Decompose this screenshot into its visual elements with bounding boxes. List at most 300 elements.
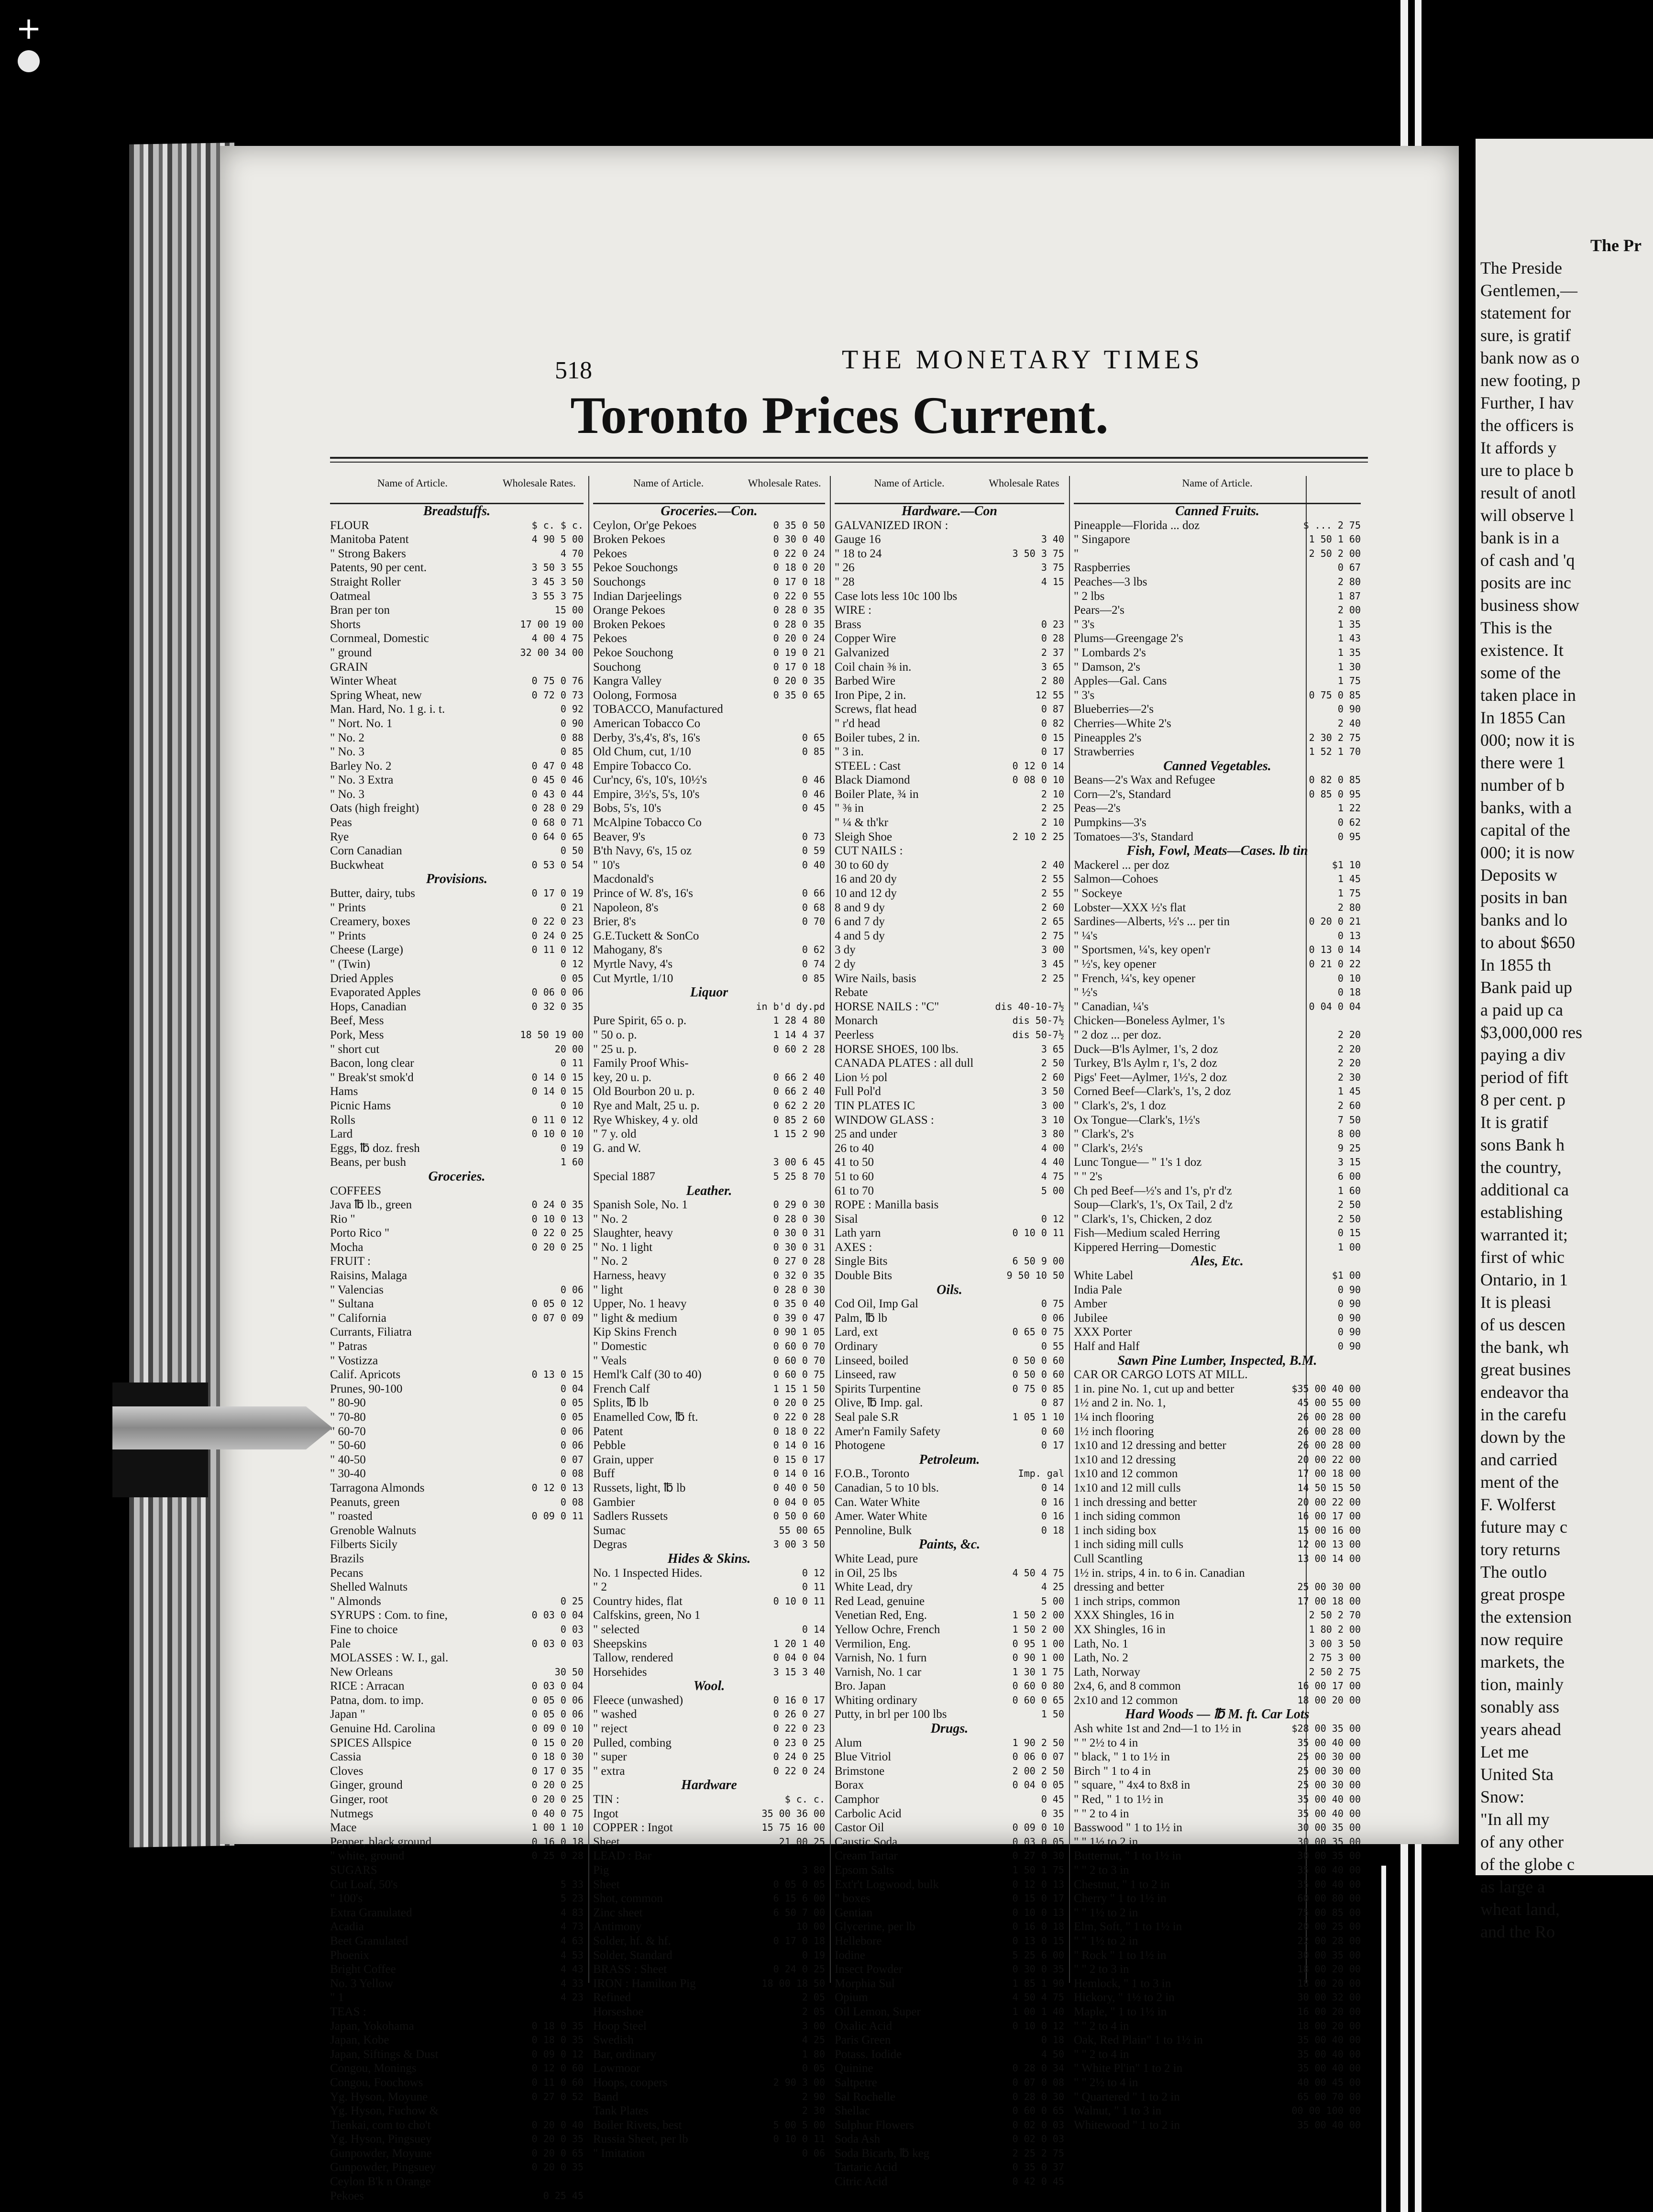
article-name: 3 dy — [835, 943, 856, 957]
price-row — [330, 1269, 584, 1283]
price-row — [330, 1849, 584, 1863]
wholesale-rate: $ c. $ c. — [531, 519, 584, 531]
wholesale-rate: 0 08 — [560, 1468, 584, 1480]
price-row — [330, 1623, 584, 1637]
wholesale-rate: 0 14 0 15 — [531, 1085, 584, 1097]
wholesale-rate: 3 65 — [1041, 1043, 1064, 1055]
wholesale-rate: 0 06 — [560, 1439, 584, 1451]
price-row — [593, 1283, 825, 1297]
wholesale-rate: 0 21 0 22 — [1309, 958, 1361, 970]
wholesale-rate: 0 60 0 70 — [773, 1354, 825, 1366]
article-name: Iron Pipe, 2 in. — [835, 688, 906, 702]
right-page-line: 000; it is now — [1480, 843, 1575, 862]
wholesale-rate: 2 65 — [1041, 916, 1064, 928]
price-row — [1074, 603, 1361, 618]
price-row — [1074, 646, 1361, 660]
article-name: Nutmegs — [330, 1807, 374, 1820]
wholesale-rate: 18 00 20 00 — [1297, 2020, 1361, 2032]
wholesale-rate: 2 05 — [802, 1991, 825, 2003]
price-row — [1074, 1778, 1361, 1792]
price-row — [835, 1467, 1064, 1481]
price-row — [330, 1212, 584, 1227]
column-header — [593, 476, 825, 504]
price-row — [593, 1878, 825, 1892]
wholesale-rate: 2 40 — [1041, 859, 1064, 871]
wholesale-rate: 0 25 — [560, 1595, 584, 1607]
article-name: G. and W. — [593, 1141, 641, 1155]
wholesale-rate: 0 05 — [802, 2062, 825, 2074]
price-row — [835, 1254, 1064, 1269]
price-row — [1074, 1368, 1361, 1382]
home-dot-icon[interactable] — [18, 50, 40, 72]
article-name: Kangra Valley — [593, 675, 662, 688]
article-name: " 3 in. — [835, 745, 864, 759]
article-name: Patna, dom. to imp. — [330, 1693, 424, 1707]
wholesale-rate: 0 13 0 15 — [1012, 1935, 1064, 1947]
wholesale-rate: 10 00 — [796, 1921, 825, 1933]
wholesale-rate: 0 15 0 20 — [531, 1736, 584, 1748]
article-name: Ceylon, Or'ge Pekoes — [593, 519, 697, 532]
article-name: GRAIN — [330, 660, 368, 674]
wholesale-rate: 0 05 — [560, 1411, 584, 1423]
price-row — [330, 2189, 584, 2203]
article-name: Alum — [835, 1736, 862, 1749]
page-number: 518 — [555, 357, 592, 384]
wholesale-rate: 35 00 40 00 — [1297, 2062, 1361, 2074]
wholesale-rate: 18 50 19 00 — [520, 1029, 584, 1040]
wholesale-rate: 1 90 2 50 — [1012, 1736, 1064, 1748]
article-name — [593, 1000, 753, 1014]
article-name: Insect Powder — [835, 1963, 903, 1976]
article-name: Broken Pekoes — [593, 618, 665, 631]
right-page-line: $3,000,000 res — [1480, 1023, 1582, 1042]
wholesale-rate: 20 00 22 00 — [1297, 1453, 1361, 1465]
price-row — [330, 688, 584, 703]
price-row — [330, 2076, 584, 2090]
wholesale-rate: 0 40 — [802, 859, 825, 871]
price-row — [330, 1438, 584, 1453]
zoom-in-icon[interactable]: + — [16, 11, 42, 46]
article-name: Oatmeal — [330, 589, 371, 603]
price-row — [593, 1977, 825, 1991]
price-row — [593, 575, 825, 589]
wholesale-rate: 0 10 0 13 — [1012, 1906, 1064, 1918]
wholesale-rate: 4 70 — [560, 547, 584, 559]
wholesale-rate: 2 55 — [1041, 887, 1064, 899]
wholesale-rate: 1 15 1 50 — [773, 1382, 825, 1394]
wholesale-rate: 4 73 — [560, 1921, 584, 1933]
wholesale-rate: 0 43 0 44 — [531, 788, 584, 800]
article-name: " selected — [593, 1623, 639, 1636]
price-row — [593, 801, 825, 816]
wholesale-rate: 4 00 — [1041, 1142, 1064, 1154]
wholesale-rate: 0 16 0 17 — [773, 1694, 825, 1706]
price-row — [330, 631, 584, 646]
article-name: GALVANIZED IRON : — [835, 519, 948, 532]
wholesale-rate — [753, 759, 825, 774]
price-row — [1074, 519, 1361, 533]
price-row — [835, 2160, 1064, 2175]
article-name: Lard, ext — [835, 1326, 878, 1339]
price-row — [330, 1651, 584, 1665]
price-row — [330, 1948, 584, 1963]
article-name: ROPE : Manilla basis — [835, 1198, 939, 1212]
article-name: " Sportsmen, ¼'s, key open'r — [1074, 943, 1211, 957]
article-name: 1 inch siding mill culls — [1074, 1538, 1184, 1551]
wholesale-rate: 2 10 2 25 — [1012, 830, 1064, 842]
wholesale-rate — [753, 872, 825, 886]
price-row — [593, 1623, 825, 1637]
wholesale-rate: 0 35 0 37 — [1012, 2161, 1064, 2173]
article-name: Gambier — [593, 1495, 635, 1509]
article-name: 1¼ inch flooring — [1074, 1411, 1154, 1424]
wholesale-rate: 55 00 65 — [779, 1524, 825, 1536]
wholesale-rate: 3 80 — [1041, 1128, 1064, 1140]
article-name: " No. 2 — [593, 1255, 628, 1268]
wholesale-rate: 0 09 0 10 — [531, 1723, 584, 1735]
wholesale-rate: 0 90 — [1337, 1312, 1361, 1324]
price-row — [835, 972, 1064, 986]
article-name: Pork, Mess — [330, 1028, 384, 1041]
wholesale-rate: 0 26 0 27 — [773, 1708, 825, 1720]
article-name: 1x10 and 12 dressing — [1074, 1453, 1176, 1466]
article-name: BRASS : Sheet — [593, 1963, 667, 1976]
section-heading: Fish, Fowl, Meats—Cases. lb tin — [1126, 843, 1308, 859]
article-name: " " 1½ to 2 in — [1074, 1835, 1138, 1848]
article-name: Epsom Salts — [835, 1864, 894, 1877]
article-name: Fine to choice — [330, 1623, 398, 1636]
price-row — [1074, 1722, 1361, 1736]
article-name: Fleece (unwashed) — [593, 1693, 683, 1707]
price-row — [593, 844, 825, 858]
article-name: 1 inch strips, common — [1074, 1594, 1180, 1608]
price-row — [835, 901, 1064, 915]
article-name: Coil chain ⅜ in. — [835, 660, 912, 674]
section-heading: Oils. — [937, 1282, 962, 1297]
right-page-line: of the globe c — [1480, 1855, 1575, 1874]
wholesale-rate: 1 80 2 00 — [1309, 1623, 1361, 1635]
article-name: " 40-50 — [330, 1453, 366, 1466]
right-page-line: This is the — [1480, 618, 1552, 637]
article-name: Slaughter, heavy — [593, 1227, 673, 1240]
wholesale-rate: 35 00 40 00 — [1297, 1878, 1361, 1890]
article-name: " Domestic — [593, 1340, 647, 1353]
article-name: Enamelled Cow, ℔ ft. — [593, 1411, 698, 1424]
wholesale-rate — [512, 1339, 584, 1354]
article-name: Bran per ton — [330, 604, 390, 617]
price-row — [593, 1368, 825, 1382]
price-row — [593, 1863, 825, 1878]
wholesale-rate: $1 10 — [1332, 859, 1361, 871]
article-name: Kippered Herring—Domestic — [1074, 1240, 1216, 1254]
article-name: Duck—B'ls Aylmer, 1's, 2 doz — [1074, 1042, 1218, 1056]
price-row — [593, 2090, 825, 2104]
wholesale-rate: 0 19 — [802, 1949, 825, 1961]
wholesale-rate: 0 18 0 35 — [531, 2020, 584, 2032]
article-name: FRUIT : — [330, 1255, 371, 1268]
price-row — [1074, 1170, 1361, 1184]
wholesale-rate: 1 75 — [1337, 887, 1361, 899]
wholesale-rate: 0 46 — [802, 788, 825, 800]
wholesale-rate: 0 60 0 80 — [1012, 1680, 1064, 1692]
price-row — [1074, 1084, 1361, 1099]
wholesale-rate: 0 03 0 04 — [531, 1680, 584, 1692]
right-page-line: In 1855 th — [1480, 955, 1551, 974]
price-row — [835, 872, 1064, 886]
article-name: Congou, Monings — [330, 2062, 417, 2075]
price-row — [593, 1071, 825, 1085]
price-row — [1074, 1651, 1361, 1665]
price-row — [1074, 1425, 1361, 1439]
wholesale-rate: 0 12 0 14 — [1012, 760, 1064, 772]
article-name: Peaches—3 lbs — [1074, 575, 1147, 588]
price-row — [835, 1425, 1064, 1439]
article-name: Walnut, " 1 to 3 in — [1074, 2104, 1162, 2118]
article-name: " Veals — [593, 1354, 627, 1367]
price-row — [1074, 1311, 1361, 1326]
article-name: Ingot — [593, 1807, 618, 1820]
wholesale-rate: 3 00 — [802, 2020, 825, 2032]
wholesale-rate: 6 50 9 00 — [1012, 1255, 1064, 1267]
price-row — [330, 1042, 584, 1057]
price-row — [593, 787, 825, 802]
price-row — [593, 1849, 825, 1863]
article-name: Basswood " 1 to 1½ in — [1074, 1821, 1182, 1835]
price-row — [1074, 575, 1361, 589]
price-row — [330, 1566, 584, 1581]
price-row — [330, 1226, 584, 1240]
article-name: Eggs, ℔ doz. fresh — [330, 1141, 420, 1155]
price-row — [1074, 1155, 1361, 1170]
article-name: " ⅜ in — [835, 802, 864, 815]
wholesale-rate: 0 46 — [802, 774, 825, 786]
right-page-line: Deposits w — [1480, 865, 1557, 885]
article-name: " Damson, 2's — [1074, 660, 1141, 674]
price-row — [330, 1962, 584, 1977]
price-row — [835, 1566, 1064, 1581]
price-column-2 — [593, 476, 825, 2160]
article-name: No. 3 Yellow — [330, 1977, 393, 1990]
wholesale-rate: 0 32 0 35 — [773, 1270, 825, 1282]
wholesale-rate: 2 05 — [802, 2005, 825, 2017]
wholesale-rate: 0 28 0 29 — [531, 802, 584, 814]
article-name: Full Pol'd — [835, 1085, 881, 1098]
article-name: " " 2's — [1074, 1170, 1102, 1183]
wholesale-rate: 0 27 0 30 — [1012, 1850, 1064, 1862]
price-row — [593, 1000, 825, 1014]
article-name: Cull Scantling — [1074, 1552, 1143, 1565]
wholesale-rate: 0 55 — [1041, 1340, 1064, 1352]
article-name: " r'd head — [835, 717, 881, 730]
right-page-line: statement for — [1480, 303, 1571, 322]
wholesale-rate: 0 60 0 65 — [1012, 1694, 1064, 1706]
article-name: Derby, 3's,4's, 8's, 16's — [593, 731, 701, 744]
right-page-line: of any other — [1480, 1832, 1564, 1851]
price-row — [835, 717, 1064, 731]
article-name: Calfskins, green, No 1 — [593, 1609, 701, 1622]
price-row — [330, 1722, 584, 1736]
price-row — [330, 1467, 584, 1481]
wholesale-rate: 0 85 — [560, 746, 584, 758]
price-row — [835, 1396, 1064, 1410]
article-name: STEEL : Cast — [835, 759, 901, 773]
wholesale-rate: 30 00 35 00 — [1297, 1822, 1361, 1834]
article-name: Horsehides — [593, 1665, 647, 1679]
price-row — [330, 2132, 584, 2146]
column-divider — [830, 476, 831, 1983]
wholesale-rate: 5 00 — [1041, 1595, 1064, 1607]
price-row — [1074, 745, 1361, 759]
wholesale-rate: 2 00 2 50 — [1012, 1765, 1064, 1777]
price-row — [1074, 943, 1361, 957]
article-name: Kip Skins French — [593, 1326, 677, 1339]
article-name: Opium — [835, 1991, 868, 2004]
article-name: Pigs' Feet—Aylmer, 1½'s, 2 doz — [1074, 1071, 1227, 1084]
price-row — [330, 702, 584, 717]
wholesale-rate: 0 11 0 12 — [531, 1114, 584, 1126]
article-name: Special 1887 — [593, 1170, 655, 1183]
article-name: Carbolic Acid — [835, 1807, 902, 1820]
article-name: Peerless — [835, 1028, 874, 1041]
price-row — [835, 1878, 1064, 1892]
wholesale-rate: 0 28 0 30 — [773, 1213, 825, 1225]
article-name: Brier, 8's — [593, 915, 636, 929]
price-row — [330, 1750, 584, 1764]
article-name: Pekoes — [593, 632, 627, 645]
price-row — [330, 1736, 584, 1750]
price-row — [1074, 1212, 1361, 1227]
price-row — [330, 1297, 584, 1311]
wholesale-rate: 2 00 — [1337, 604, 1361, 616]
wholesale-rate: 0 20 0 35 — [773, 675, 825, 687]
article-name: " Canadian, ¼'s — [1074, 1000, 1149, 1013]
price-row — [330, 1000, 584, 1014]
wholesale-rate: 0 47 0 48 — [531, 760, 584, 772]
price-row — [593, 1141, 825, 1156]
price-row — [835, 575, 1064, 589]
article-name: Gunpowder, Pingsuey — [330, 2161, 436, 2174]
article-name: " 30-40 — [330, 1467, 366, 1481]
article-name: Souchongs — [593, 575, 646, 588]
wholesale-rate: 2 20 — [1337, 1057, 1361, 1069]
price-row — [1074, 717, 1361, 731]
article-name: Soda Ash — [835, 2133, 881, 2146]
price-row — [1074, 2061, 1361, 2076]
article-name: " short cut — [330, 1042, 380, 1056]
price-row — [593, 631, 825, 646]
article-name: Morphia Sul — [835, 1977, 895, 1990]
article-name: 10 and 12 dy — [835, 887, 897, 900]
article-name: Oolong, Formosa — [593, 688, 677, 702]
price-row — [835, 2076, 1064, 2090]
right-page-line: to about $650 — [1480, 933, 1575, 952]
price-row — [330, 660, 584, 675]
article-name: Tarragona Almonds — [330, 1481, 425, 1494]
article-name: Amber — [1074, 1297, 1107, 1311]
price-row — [593, 618, 825, 632]
article-name: Swedish — [593, 2034, 634, 2047]
article-name: " " 2 to 3 in — [1074, 1864, 1129, 1877]
price-row — [1074, 1807, 1361, 1821]
wholesale-rate: 0 06 0 06 — [531, 986, 584, 998]
wholesale-rate: 3 75 — [1041, 562, 1064, 574]
price-row — [593, 2146, 825, 2161]
price-row — [835, 2033, 1064, 2047]
article-name: Upper, No. 1 heavy — [593, 1297, 687, 1311]
wholesale-rate: 2 50 — [1337, 1213, 1361, 1225]
wholesale-rate: 8 00 — [1337, 1128, 1361, 1140]
right-page-line: Ontario, in 1 — [1480, 1270, 1568, 1289]
article-name: Single Bits — [835, 1255, 888, 1268]
wholesale-rate: 0 14 0 16 — [773, 1439, 825, 1451]
article-name: Corn Canadian — [330, 844, 402, 858]
price-row — [330, 1240, 584, 1255]
wholesale-rate: 6 15 6 00 — [773, 1892, 825, 1904]
price-row — [1074, 872, 1361, 886]
price-row — [330, 1906, 584, 1920]
wholesale-rate — [753, 717, 825, 731]
article-name: Pebble — [593, 1439, 626, 1452]
price-row — [1074, 702, 1361, 717]
price-row — [1074, 2076, 1361, 2090]
column-header-name: Name of Article. — [377, 477, 448, 489]
wholesale-rate: 1 43 — [1337, 632, 1361, 644]
price-row — [593, 717, 825, 731]
right-page-line: additional ca — [1480, 1180, 1569, 1199]
price-row — [593, 1056, 825, 1071]
wholesale-rate: 0 25 45 — [543, 2190, 584, 2201]
price-row — [330, 1339, 584, 1354]
article-name: " ground — [330, 646, 372, 659]
right-page-line: sonably ass — [1480, 1697, 1559, 1716]
article-name: " super — [593, 1750, 627, 1764]
article-name: " No. 3 — [330, 745, 365, 759]
price-row — [593, 1891, 825, 1906]
article-name: Prunes, 90-100 — [330, 1382, 403, 1395]
wholesale-rate: 0 24 0 25 — [773, 1963, 825, 1975]
right-page-line: some of the — [1480, 663, 1561, 682]
price-row — [835, 2019, 1064, 2034]
right-page-line: The Preside — [1480, 258, 1562, 277]
price-row — [330, 1552, 584, 1566]
price-row — [330, 603, 584, 618]
article-name: Old Bourbon 20 u. p. — [593, 1085, 695, 1098]
price-row — [593, 1750, 825, 1764]
price-row — [1074, 1821, 1361, 1835]
wholesale-rate: 0 90 1 05 — [773, 1326, 825, 1338]
article-name: Russets, light, ℔ lb — [593, 1481, 686, 1494]
article-name: Bobs, 5's, 10's — [593, 802, 661, 815]
price-row — [835, 1891, 1064, 1906]
article-name: Amer'n Family Safety — [835, 1425, 941, 1438]
wholesale-rate: 0 03 0 03 — [531, 1637, 584, 1649]
wholesale-rate: 0 88 — [560, 731, 584, 743]
article-name: " Imitation — [593, 2146, 645, 2160]
right-page-line: posits in ban — [1480, 888, 1568, 907]
wholesale-rate: 0 60 — [1041, 1425, 1064, 1437]
article-name: 1x10 and 12 dressing and better — [1074, 1439, 1226, 1452]
wholesale-rate: 2 30 — [802, 2105, 825, 2117]
right-page-line: ment of the — [1480, 1472, 1559, 1492]
wholesale-rate: 0 28 0 35 — [773, 618, 825, 630]
title-rule — [330, 462, 1368, 463]
price-row — [835, 1906, 1064, 1920]
article-name: IRON : Hamilton Pig — [593, 1977, 696, 1990]
price-row — [593, 929, 825, 943]
article-name: 8 and 9 dy — [835, 901, 885, 914]
article-name: Lobster—XXX ½'s flat — [1074, 901, 1186, 914]
price-row — [330, 1198, 584, 1212]
